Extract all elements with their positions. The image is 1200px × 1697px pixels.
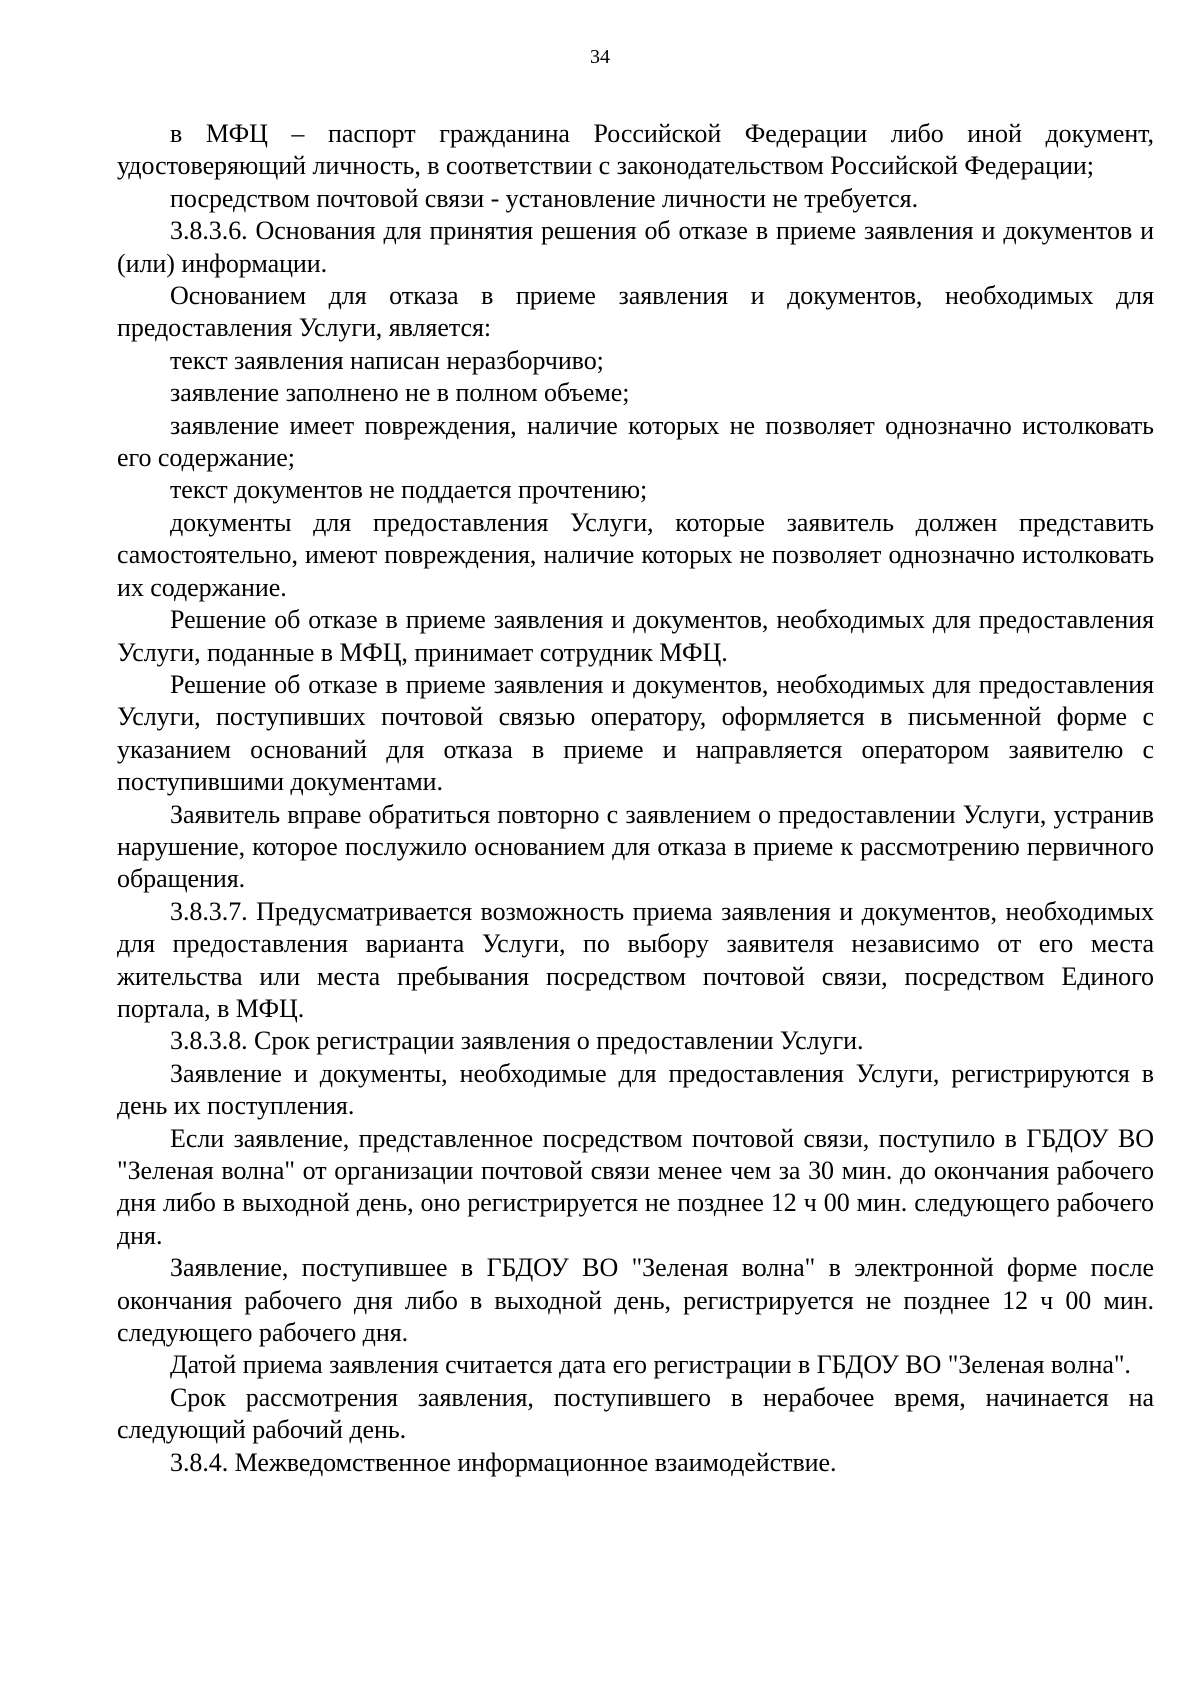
paragraph-electronic-late-registration: Заявление, поступившее в ГБДОУ ВО "Зеленая волна" в электронной форме после окончания рабочего дня либо в выходной день, регистрируется не позднее 12 ч 00 мин. следующего рабочего дня. <box>117 1253 1154 1348</box>
paragraph-refusal-grounds-intro: Основанием для отказа в приеме заявления и документов, необходимых для предоставления Услуги, является: <box>117 281 1154 343</box>
paragraph-review-period: Срок рассмотрения заявления, поступившего в нерабочее время, начинается на следующий рабочий день. <box>117 1382 1154 1445</box>
list-item-incomplete: заявление заполнено не в полном объеме; <box>170 378 630 408</box>
list-item-damaged-application: заявление имеет повреждения, наличие которых не позволяет однозначно истолковать его содержание; <box>117 410 1154 473</box>
list-item-unreadable-documents: текст документов не поддается прочтению; <box>170 475 648 505</box>
paragraph-acceptance-date: Датой приема заявления считается дата его регистрации в ГБДОУ ВО "Зеленая волна". <box>170 1350 1131 1380</box>
section-heading-3-8-3-8: 3.8.3.8. Срок регистрации заявления о предоставлении Услуги. <box>170 1026 864 1056</box>
paragraph-identity-mfc: в МФЦ – паспорт гражданина Российской Федерации либо иной документ, удостоверяющий личность, в соответствии с законодательством Российской Федерации; <box>117 119 1154 181</box>
list-item-damaged-documents: документы для предоставления Услуги, которые заявитель должен представить самостоятельно, имеют повреждения, наличие которых не позволяет однозначно истолковать их содержание. <box>117 507 1154 602</box>
page-number: 34 <box>590 46 610 68</box>
paragraph-mfc-decision: Решение об отказе в приеме заявления и документов, необходимых для предоставления Услуги, поданные в МФЦ, принимает сотрудник МФЦ. <box>117 605 1154 667</box>
list-item-illegible-text: текст заявления написан неразборчиво; <box>170 345 604 375</box>
section-heading-3-8-3-7: 3.8.3.7. Предусматривается возможность приема заявления и документов, необходимых для предоставления варианта Услуги, по выбору заявителя независимо от его места жительства или места пребывания посредством почтовой связи, посредством Единого портала, в МФЦ. <box>117 896 1154 1023</box>
paragraph-postal-late-registration: Если заявление, представленное посредством почтовой связи, поступило в ГБДОУ ВО "Зеленая волна" от организации почтовой связи менее чем за 30 мин. до окончания рабочего дня либо в выходной день, оно регистрируется не позднее 12 ч 00 мин. следующего рабочего дня. <box>117 1123 1154 1250</box>
paragraph-registration-same-day: Заявление и документы, необходимые для предоставления Услуги, регистрируются в день их поступления. <box>117 1058 1154 1121</box>
document-body <box>117 118 1154 1479</box>
section-heading-3-8-4: 3.8.4. Межведомственное информационное взаимодействие. <box>170 1447 837 1477</box>
paragraph-reapply: Заявитель вправе обратиться повторно с заявлением о предоставлении Услуги, устранив нарушение, которое послужило основанием для отказа в приеме к рассмотрению первичного обращения. <box>117 799 1154 894</box>
paragraph-identity-post: посредством почтовой связи - установление личности не требуется. <box>170 183 919 213</box>
paragraph-postal-decision: Решение об отказе в приеме заявления и документов, необходимых для предоставления Услуги, поступивших почтовой связью оператору, оформляется в письменной форме с указанием оснований для отказа в приеме и направляется оператором заявителю с поступившими документами. <box>117 669 1154 797</box>
section-heading-3-8-3-6: 3.8.3.6. Основания для принятия решения об отказе в приеме заявления и документов и (или) информации. <box>117 216 1154 278</box>
